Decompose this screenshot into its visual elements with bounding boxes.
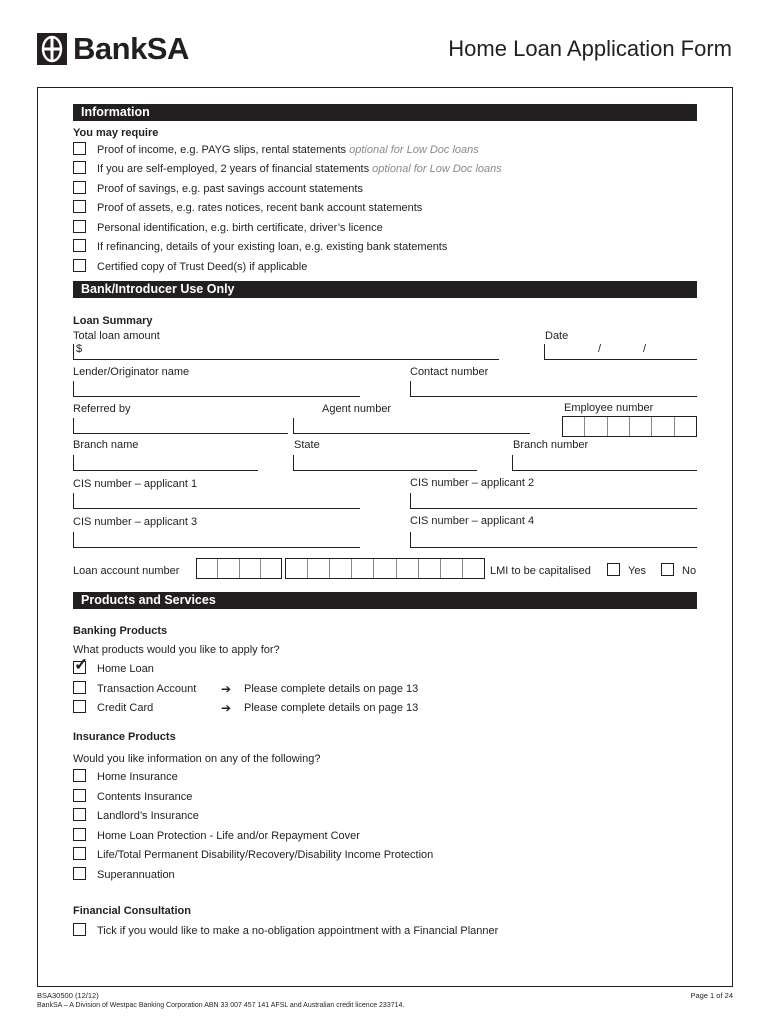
info-checkbox[interactable]: [73, 181, 86, 194]
branch-number-label: Branch number: [513, 439, 589, 451]
branch-number-field[interactable]: [512, 455, 697, 471]
loan-account-number-boxes-a[interactable]: [196, 558, 282, 579]
agent-number-field[interactable]: [293, 418, 530, 434]
cis-applicant-4-field[interactable]: [410, 532, 697, 548]
info-item-label: Proof of assets, e.g. rates notices, recent bank account statements: [97, 202, 423, 214]
info-checkbox[interactable]: [73, 239, 86, 252]
banking-products-question: What products would you like to apply for?: [73, 644, 280, 656]
financial-consultation-heading: Financial Consultation: [73, 905, 191, 917]
financial-planner-label: Tick if you would like to make a no-obligation appointment with a Financial Planner: [97, 925, 499, 937]
arrow-right-icon: ➔: [221, 701, 232, 715]
check-mark-icon: ✓: [74, 655, 89, 674]
info-item: [97, 144, 479, 156]
information-heading: Information: [73, 104, 697, 121]
date-label: Date: [545, 330, 569, 342]
lmi-no-checkbox[interactable]: [661, 563, 674, 576]
cis-applicant-3-label: CIS number – applicant 3: [73, 516, 198, 528]
banking-product-checkbox[interactable]: [73, 681, 86, 694]
lmi-yes-label: Yes: [628, 565, 646, 577]
insurance-products-heading: Insurance Products: [73, 731, 176, 743]
insurance-checkbox[interactable]: [73, 847, 86, 860]
info-item-label: If refinancing, details of your existing loan, e.g. existing bank statements: [97, 241, 448, 253]
cis-applicant-2-label: CIS number – applicant 2: [410, 477, 535, 489]
lender-name-label: Lender/Originator name: [73, 366, 190, 378]
banking-product-note: Please complete details on page 13: [244, 702, 419, 714]
state-field[interactable]: [293, 455, 477, 471]
referred-by-field[interactable]: [73, 418, 288, 434]
info-item: [97, 163, 502, 175]
products-services-heading: Products and Services: [73, 592, 697, 609]
info-item-label: Certified copy of Trust Deed(s) if applicable: [97, 261, 308, 273]
insurance-checkbox[interactable]: [73, 789, 86, 802]
lender-name-field[interactable]: [73, 381, 360, 397]
banksa-logo-icon: [37, 33, 67, 65]
cis-applicant-1-label: CIS number – applicant 1: [73, 478, 198, 490]
insurance-checkbox[interactable]: [73, 867, 86, 880]
total-loan-amount-label: Total loan amount: [73, 330, 160, 342]
info-item-label: Personal identification, e.g. birth certificate, driver’s licence: [97, 222, 383, 234]
info-checkbox[interactable]: [73, 200, 86, 213]
branch-name-label: Branch name: [73, 439, 139, 451]
page-number: Page 1 of 24: [690, 991, 733, 1000]
info-checkbox[interactable]: [73, 259, 86, 272]
state-label: State: [294, 439, 320, 451]
insurance-item-label: Contents Insurance: [97, 791, 193, 803]
loan-account-number-boxes-b[interactable]: [285, 558, 485, 579]
insurance-checkbox[interactable]: [73, 808, 86, 821]
insurance-item-label: Superannuation: [97, 869, 175, 881]
agent-number-label: Agent number: [322, 403, 392, 415]
insurance-item-label: Life/Total Permanent Disability/Recovery/Disability Income Protection: [97, 849, 434, 861]
you-may-require-label: You may require: [73, 127, 159, 139]
banking-product-note: Please complete details on page 13: [244, 683, 419, 695]
insurance-products-question: Would you like information on any of the following?: [73, 753, 321, 765]
currency-symbol: $: [76, 343, 83, 355]
lmi-no-label: No: [682, 565, 697, 577]
info-item: [97, 183, 363, 195]
brand-name: BankSA: [73, 31, 189, 66]
banking-product-checkbox[interactable]: [73, 655, 89, 674]
banking-product-checkbox[interactable]: [73, 700, 86, 713]
insurance-checkbox[interactable]: [73, 769, 86, 782]
banking-product-label: Transaction Account: [97, 683, 197, 695]
bank-introducer-heading: Bank/Introducer Use Only: [73, 281, 697, 298]
banking-products-heading: Banking Products: [73, 625, 168, 637]
cis-applicant-4-label: CIS number – applicant 4: [410, 515, 535, 527]
cis-applicant-3-field[interactable]: [73, 532, 360, 548]
lmi-capitalised-label: LMI to be capitalised: [490, 565, 591, 577]
form-title: Home Loan Application Form: [448, 36, 732, 61]
branch-name-field[interactable]: [73, 455, 258, 471]
arrow-right-icon: ➔: [221, 682, 232, 696]
info-item-label: Proof of income, e.g. PAYG slips, rental statements: [97, 144, 347, 156]
lmi-yes-checkbox[interactable]: [607, 563, 620, 576]
insurance-item-label: Home Insurance: [97, 771, 178, 783]
form-code: BSA30500 (12/12): [37, 991, 99, 1000]
info-checkbox[interactable]: [73, 220, 86, 233]
info-item-label: If you are self-employed, 2 years of financial statements: [97, 163, 370, 175]
info-item-note: optional for Low Doc loans: [349, 144, 479, 156]
info-checkbox[interactable]: [73, 142, 86, 155]
date-separator-2: /: [643, 343, 647, 355]
info-item: [97, 222, 383, 234]
cis-applicant-1-field[interactable]: [73, 493, 360, 509]
info-item-note: optional for Low Doc loans: [372, 163, 502, 175]
date-field[interactable]: [544, 344, 697, 360]
insurance-checkbox[interactable]: [73, 828, 86, 841]
cis-applicant-2-field[interactable]: [410, 493, 697, 509]
financial-planner-checkbox[interactable]: [73, 923, 86, 936]
total-loan-amount-field[interactable]: [73, 344, 499, 360]
legal-text: BankSA – A Division of Westpac Banking Corporation ABN 33 007 457 141 AFSL and Australian credit licence 233714.: [37, 1002, 405, 1009]
insurance-item-label: Landlord’s Insurance: [97, 810, 199, 822]
info-item: [97, 261, 307, 273]
employee-number-boxes[interactable]: [562, 416, 697, 437]
banking-product-label: Credit Card: [97, 702, 154, 714]
contact-number-label: Contact number: [410, 366, 489, 378]
loan-account-number-label: Loan account number: [73, 565, 180, 577]
info-item-label: Proof of savings, e.g. past savings account statements: [97, 183, 363, 195]
date-separator-1: /: [598, 343, 602, 355]
info-item: [97, 202, 422, 214]
info-item: [97, 241, 447, 253]
contact-number-field[interactable]: [410, 381, 697, 397]
insurance-item-label: Home Loan Protection - Life and/or Repayment Cover: [97, 830, 360, 842]
brand-logo: [37, 33, 189, 65]
banking-product-label: Home Loan: [97, 663, 154, 675]
referred-by-label: Referred by: [73, 403, 131, 415]
loan-summary-label: Loan Summary: [73, 315, 153, 327]
employee-number-label: Employee number: [564, 402, 654, 414]
info-checkbox[interactable]: [73, 161, 86, 174]
